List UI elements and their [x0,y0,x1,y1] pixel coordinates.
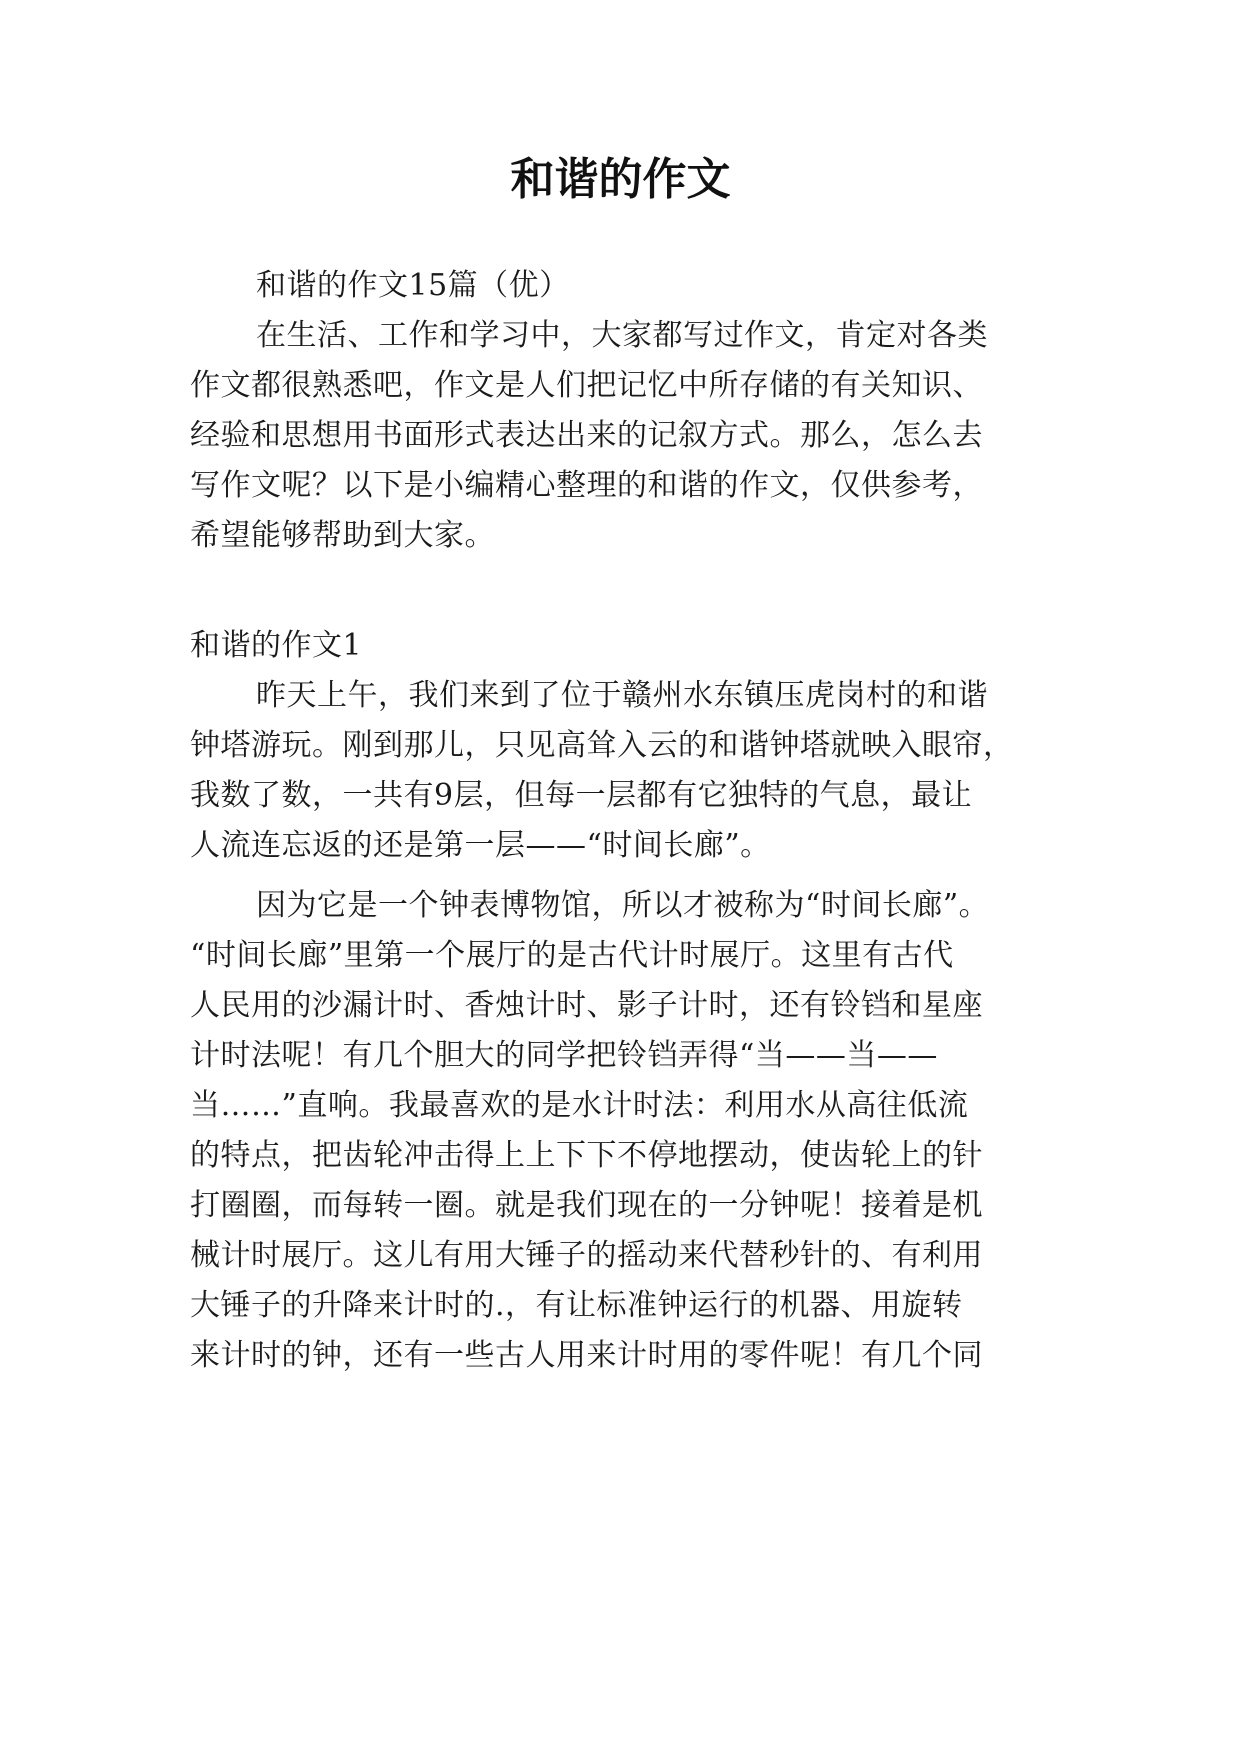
paragraph-line: 的特点，把齿轮冲击得上上下下不停地摆动，使齿轮上的针 [190,1138,983,1173]
paragraph-line: 人流连忘返的还是第一层——“时间长廊”。 [190,828,771,863]
paragraph-line: 人民用的沙漏计时、香烛计时、影子计时，还有铃铛和星座 [190,988,983,1023]
intro-line: 在生活、工作和学习中，大家都写过作文，肯定对各类 [256,318,988,353]
intro-line: 写作文呢？以下是小编精心整理的和谐的作文，仅供参考， [190,468,983,503]
intro-line: 经验和思想用书面形式表达出来的记叙方式。那么，怎么去 [190,418,983,453]
intro-line: 希望能够帮助到大家。 [190,518,495,553]
paragraph-line: 来计时的钟，还有一些古人用来计时用的零件呢！有几个同 [190,1338,983,1373]
paragraph-line: 昨天上午，我们来到了位于赣州水东镇压虎岗村的和谐 [256,678,988,713]
paragraph-line: 打圈圈，而每转一圈。就是我们现在的一分钟呢！接着是机 [190,1188,983,1223]
paragraph-line: 械计时展厅。这儿有用大锤子的摇动来代替秒针的、有利用 [190,1238,983,1273]
document-subtitle: 和谐的作文15篇（优） [256,268,570,303]
paragraph-line: “时间长廊”里第一个展厅的是古代计时展厅。这里有古代 [190,938,954,973]
paragraph-line: 当……”直响。我最喜欢的是水计时法：利用水从高往低流 [190,1088,969,1123]
paragraph-line: 因为它是一个钟表博物馆，所以才被称为“时间长廊”。 [256,888,990,923]
paragraph-line: 计时法呢！有几个胆大的同学把铃铛弄得“当——当—— [190,1038,938,1073]
page-title: 和谐的作文 [510,154,731,205]
paragraph-line: 我数了数，一共有9层，但每一层都有它独特的气息，最让 [190,778,973,813]
paragraph-line: 大锤子的升降来计时的.，有让标准钟运行的机器、用旋转 [190,1288,963,1323]
intro-line: 作文都很熟悉吧，作文是人们把记忆中所存储的有关知识、 [190,368,983,403]
section-heading: 和谐的作文1 [190,628,363,663]
paragraph-line: 钟塔游玩。刚到那儿，只见高耸入云的和谐钟塔就映入眼帘， [190,728,1014,763]
